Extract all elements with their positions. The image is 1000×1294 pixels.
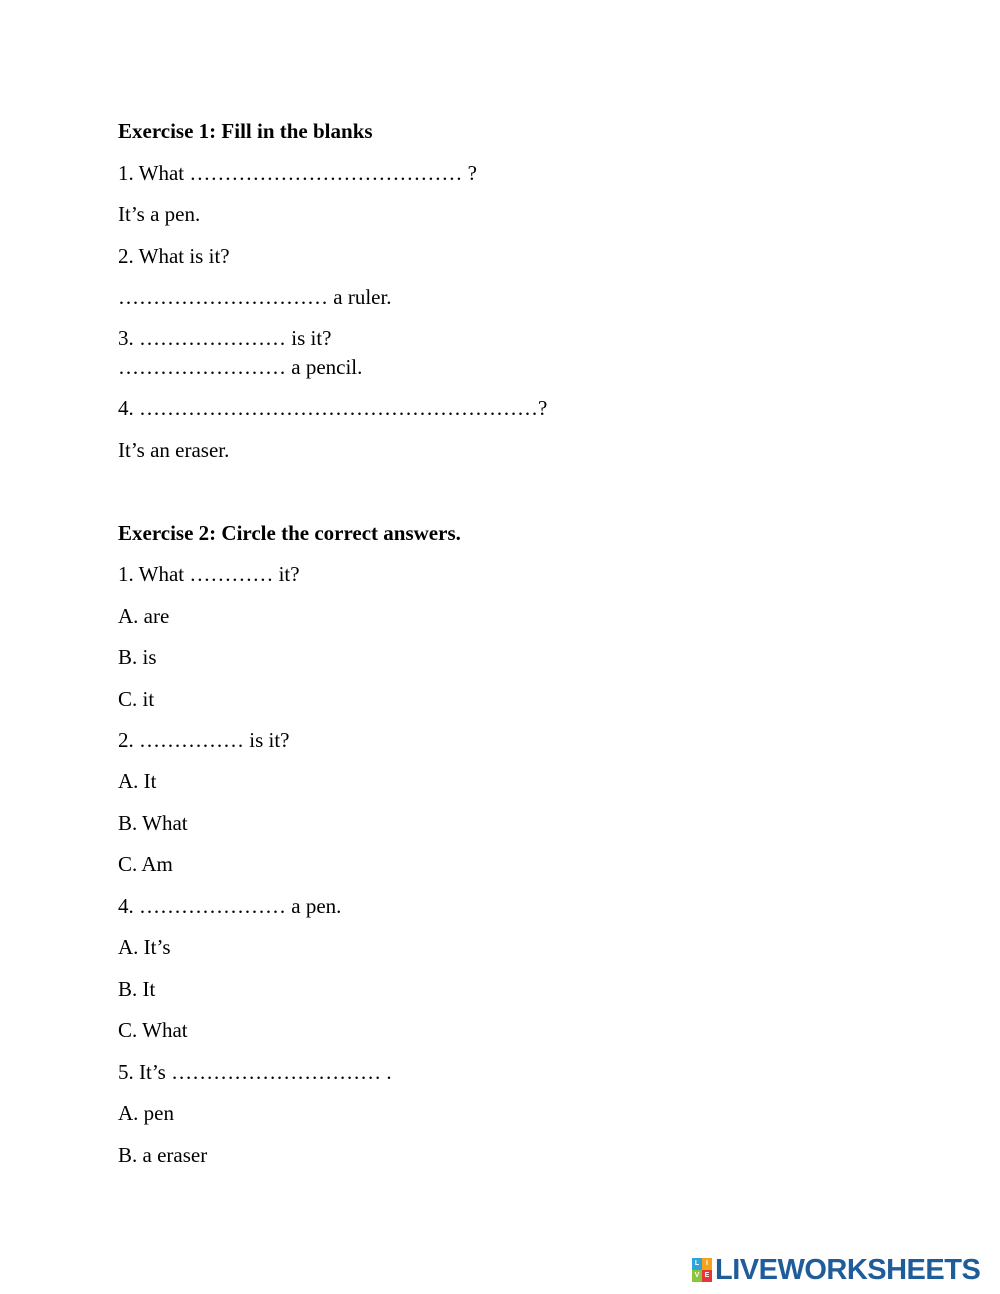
exercise2-title: Exercise 2: Circle the correct answers. <box>118 521 461 545</box>
logo-mark-letter: V <box>692 1270 702 1282</box>
exercise1-line: 2. What is it? <box>118 244 230 268</box>
liveworksheets-logo[interactable] <box>692 1256 980 1284</box>
exercise1-line: It’s an eraser. <box>118 438 230 462</box>
exercise2-line: C. it <box>118 687 155 711</box>
exercise1-line: …………………… a pencil. <box>118 355 363 379</box>
exercise2-line: 5. It’s ………………………… . <box>118 1060 392 1084</box>
exercise1-line: It’s a pen. <box>118 202 201 226</box>
exercise2-line: C. What <box>118 1018 188 1042</box>
exercise1-line: 1. What ………………………………… ? <box>118 161 477 185</box>
exercise2-line: B. What <box>118 811 188 835</box>
liveworksheets-logo-icon <box>692 1258 712 1282</box>
exercise1-line: 3. ………………… is it? <box>118 326 332 350</box>
exercise2-line: B. a eraser <box>118 1143 208 1167</box>
exercise1-title: Exercise 1: Fill in the blanks <box>118 119 373 143</box>
logo-mark-letter: E <box>702 1270 712 1282</box>
exercise2-line: B. is <box>118 645 157 669</box>
exercise2-line: A. pen <box>118 1101 174 1125</box>
exercise2-line: 4. ………………… a pen. <box>118 894 342 918</box>
logo-mark-letter: L <box>692 1258 702 1270</box>
logo-text: LIVEWORKSHEETS <box>715 1254 981 1286</box>
logo-mark-letter: I <box>702 1258 712 1270</box>
exercise1-line: 4. …………………………………………………? <box>118 396 548 420</box>
exercise2-line: B. It <box>118 977 156 1001</box>
exercise2-line: A. It <box>118 769 157 793</box>
exercise2-line: A. are <box>118 604 170 628</box>
exercise2-line: 1. What ………… it? <box>118 562 300 586</box>
exercise1-line: ………………………… a ruler. <box>118 285 392 309</box>
exercise2-line: 2. …………… is it? <box>118 728 290 752</box>
exercise2-line: A. It’s <box>118 935 171 959</box>
exercise2-line: C. Am <box>118 852 173 876</box>
